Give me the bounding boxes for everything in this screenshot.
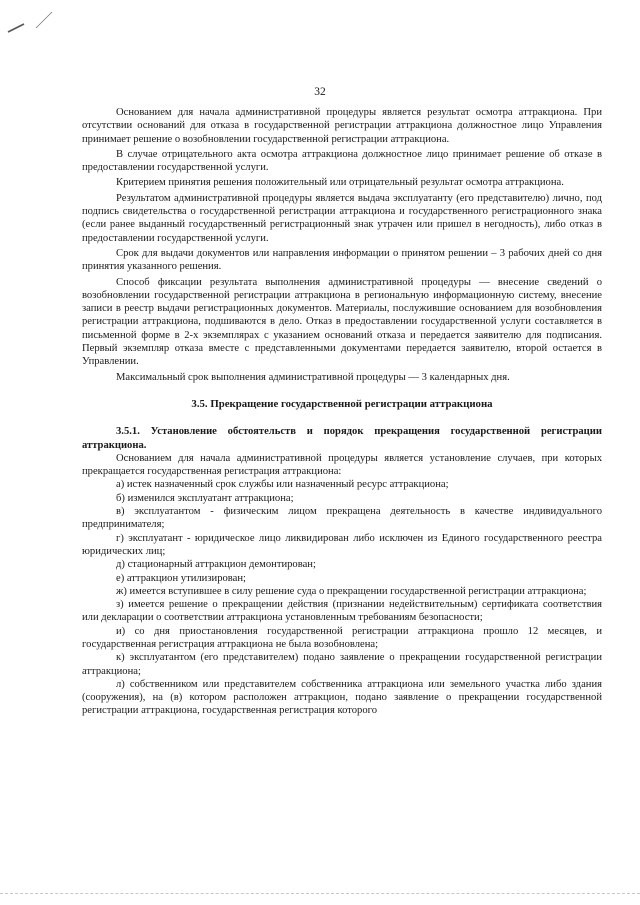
document-body [82, 106, 602, 718]
list-item: а) истек назначенный срок службы или назначенный ресурс аттракциона; [116, 479, 449, 491]
page-number: 32 [314, 86, 326, 98]
paragraph: В случае отрицательного акта осмотра аттракциона должностное лицо принимает решение об отказе в предоставлении государственной услуги. [82, 148, 602, 174]
list-item: б) изменился эксплуатант аттракциона; [116, 492, 294, 504]
list-item: е) аттракцион утилизирован; [116, 572, 246, 584]
scan-artifact-mark [6, 6, 66, 46]
list-item: к) эксплуатантом (его представителем) подано заявление о прекращении государственной регистрации аттракциона; [82, 652, 602, 677]
list-item: ж) имеется вступившее в силу решение суда о прекращении государственной регистрации аттракциона; [116, 585, 587, 597]
paragraph: Максимальный срок выполнения административной процедуры — 3 календарных дня. [116, 371, 510, 383]
paragraph: Результатом административной процедуры является выдача эксплуатанту (его представителю) лично, под подпись свидетельства о государственной регистрации аттракциона и государственного регистрационного знака (если ранее выданный государственный регистрационный знак утрачен или пришел в негодность), либо отказ в предоставлении государственной услуги. [82, 192, 602, 244]
paragraph: Основанием для начала административной процедуры является установление случаев, при которых прекращается государственная регистрация аттракциона: [82, 452, 602, 478]
paragraph: Срок для выдачи документов или направления информации о принятом решении – 3 рабочих дней со дня принятия указанного решения. [82, 247, 602, 273]
list-item: и) со дня приостановления государственной регистрации аттракциона прошло 12 месяцев, и государственная регистрация аттракциона не была возобновлена; [82, 625, 602, 650]
section-heading: 3.5. Прекращение государственной регистрации аттракциона [191, 397, 493, 410]
list-item: д) стационарный аттракцион демонтирован; [116, 559, 316, 571]
scan-bottom-edge [0, 893, 640, 895]
list-item: л) собственником или представителем собственника аттракциона или земельного участка либо здания (сооружения), на (в) котором расположен аттракцион, подано заявление о прекращении государственной регистрации аттракциона, государственная регистрация которого [82, 678, 602, 717]
paragraph: Основанием для начала административной процедуры является результат осмотра аттракциона. При отсутствии оснований для отказа в государственной регистрации аттракциона должностное лицо Управления принимает решение о возобновлении государственной регистрации аттракциона. [82, 107, 602, 145]
paragraph: Способ фиксации результата выполнения административной процедуры — внесение сведений о возобновлении государственной регистрации аттракциона в региональную информационную систему, внесение записи в реестр выдачи регистрационных документов. Материалы, послужившие основанием для возобновления регистрации аттракциона, подшиваются в дело. Отказ в предоставлении государственной услуги составляется в письменной форме в 2-х экземплярах с указанием оснований отказа и передается заявителю для подписания. Первый экземпляр отказа вместе с представленными документами передается заявителю, второй остается в Управлении. [82, 276, 602, 368]
sub-heading: 3.5.1. Установление обстоятельств и порядок прекращения государственной регистрации аттракциона. [82, 426, 602, 451]
list-item: г) эксплуатант - юридическое лицо ликвидирован либо исключен из Единого государственного реестра юридических лиц; [82, 532, 602, 557]
list-item: з) имеется решение о прекращении действия (признании недействительным) сертификата соответствия или декларации о соответствии аттракциона установленным требованиям безопасности; [82, 599, 602, 624]
paragraph: Критерием принятия решения положительный или отрицательный результат осмотра аттракциона. [116, 177, 564, 189]
list-item: в) эксплуатантом - физическим лицом прекращена деятельность в качестве индивидуального предпринимателя; [82, 506, 602, 531]
